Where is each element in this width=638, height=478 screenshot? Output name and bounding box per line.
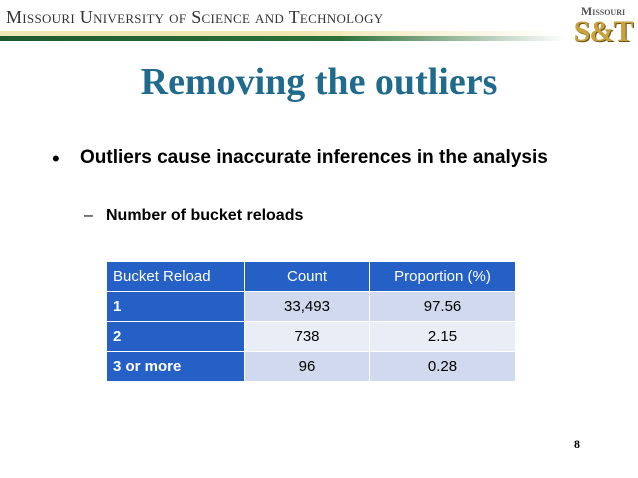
table-cell-proportion: 97.56 <box>370 292 516 322</box>
table-cell-proportion: 2.15 <box>370 322 516 352</box>
table-cell-count: 96 <box>245 352 370 382</box>
institution-name: Missouri University of Science and Technology <box>6 7 384 27</box>
table-row <box>107 292 516 322</box>
column-header-bucket-reload: Bucket Reload <box>107 262 245 292</box>
header-green-stripe <box>0 36 565 41</box>
table-header-row <box>107 262 516 292</box>
table-cell-count: 33,493 <box>245 292 370 322</box>
table-row <box>107 322 516 352</box>
column-header-count: Count <box>245 262 370 292</box>
sub-bullet-marker: – <box>84 207 93 224</box>
table-cell-bucket-reload: 1 <box>107 292 245 322</box>
logo-main-text: S&T <box>573 15 633 48</box>
bullet-marker: • <box>52 146 60 171</box>
table-row <box>107 352 516 382</box>
bucket-reload-table <box>106 261 516 382</box>
bullet-text: Outliers cause inaccurate inferences in the analysis <box>80 147 548 168</box>
sub-bullet-text: Number of bucket reloads <box>106 207 304 224</box>
column-header-proportion: Proportion (%) <box>370 262 516 292</box>
logo-top-text: Missouri <box>580 4 626 18</box>
table-cell-bucket-reload: 3 or more <box>107 352 245 382</box>
page-number: 8 <box>574 437 580 451</box>
university-logo <box>570 2 636 54</box>
table-cell-count: 738 <box>245 322 370 352</box>
table-cell-proportion: 0.28 <box>370 352 516 382</box>
table-cell-bucket-reload: 2 <box>107 322 245 352</box>
slide-title: Removing the outliers <box>140 61 498 103</box>
